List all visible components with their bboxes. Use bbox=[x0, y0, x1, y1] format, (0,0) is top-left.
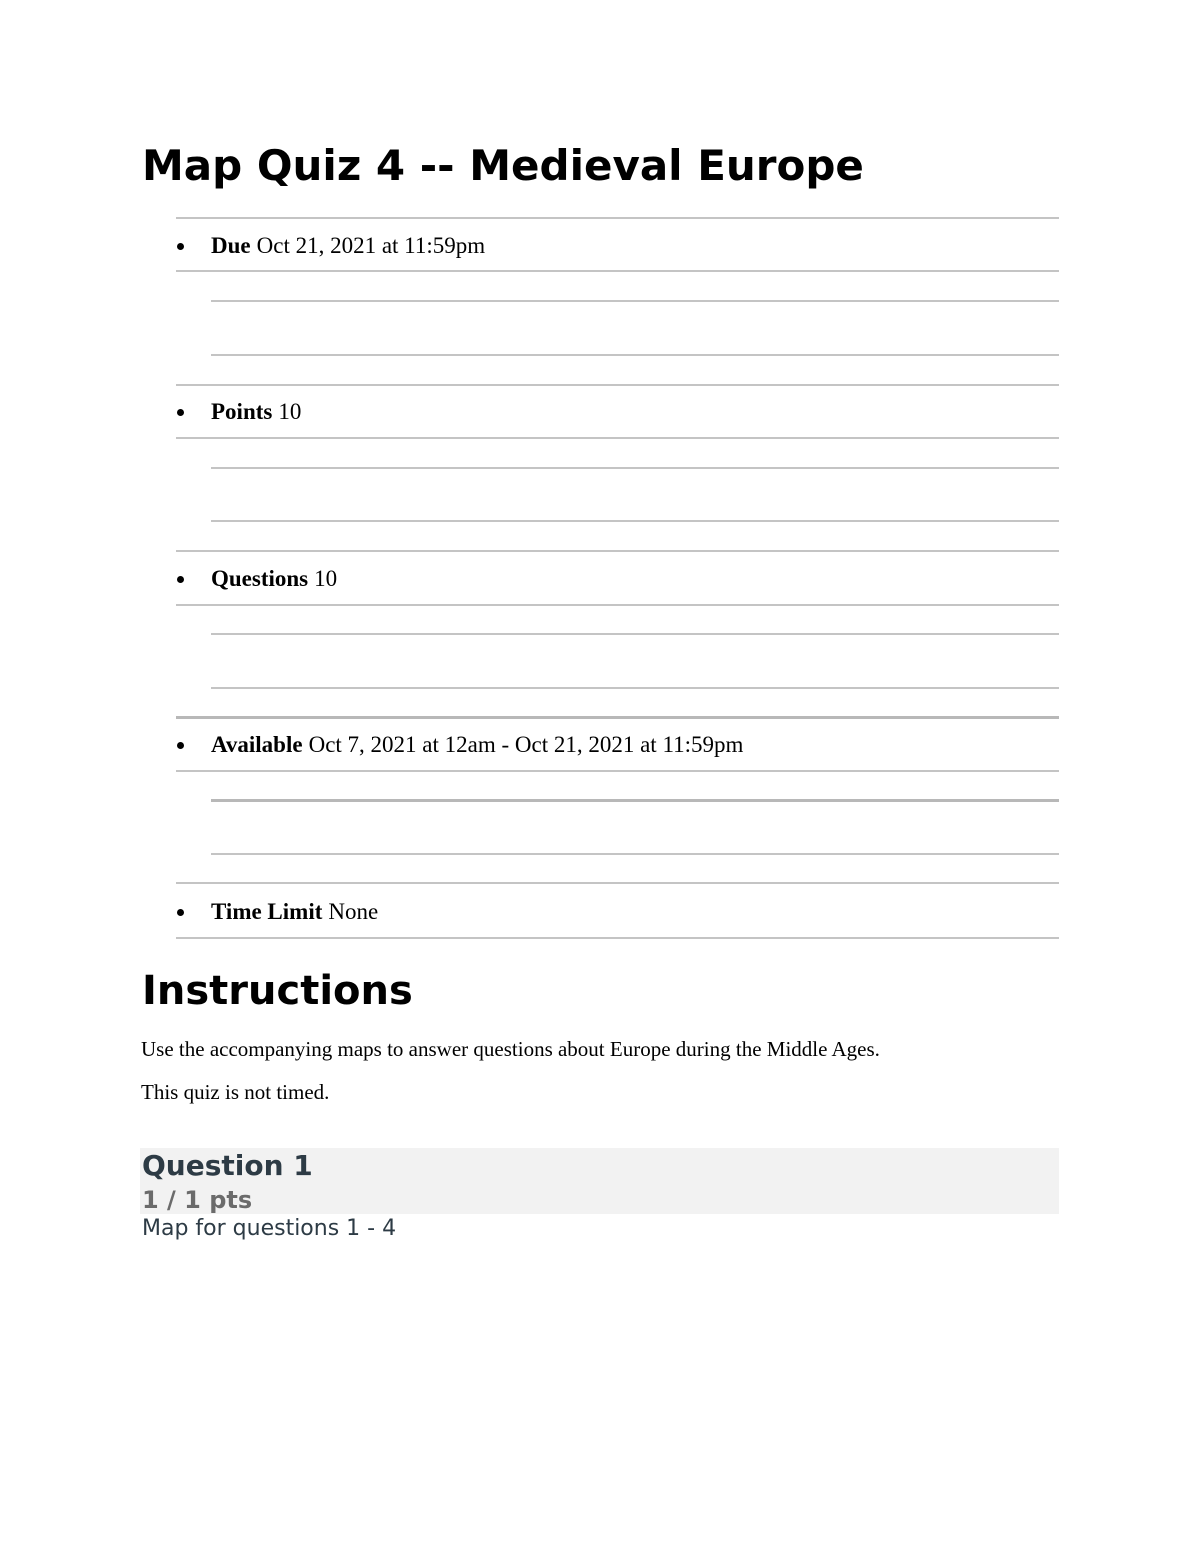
divider bbox=[211, 520, 1059, 522]
detail-due bbox=[176, 231, 1059, 261]
detail-label: Questions bbox=[211, 566, 309, 591]
divider bbox=[211, 354, 1059, 356]
divider bbox=[211, 633, 1059, 635]
divider bbox=[176, 770, 1059, 772]
detail-label: Due bbox=[211, 233, 251, 258]
divider bbox=[211, 687, 1059, 689]
detail-value: Oct 21, 2021 at 11:59pm bbox=[256, 233, 486, 258]
detail-points bbox=[176, 397, 1059, 427]
question-text: Map for questions 1 - 4 bbox=[142, 1216, 397, 1241]
detail-questions bbox=[176, 564, 1059, 594]
divider bbox=[176, 882, 1059, 884]
question-points: 1 / 1 pts bbox=[142, 1186, 253, 1214]
divider bbox=[211, 799, 1059, 802]
divider bbox=[176, 437, 1059, 439]
bullet-icon bbox=[177, 909, 184, 916]
instructions-paragraph: This quiz is not timed. bbox=[141, 1080, 330, 1104]
divider bbox=[211, 467, 1059, 469]
detail-value: 10 bbox=[314, 566, 338, 591]
divider bbox=[176, 270, 1059, 272]
divider bbox=[176, 550, 1059, 552]
divider bbox=[176, 217, 1059, 219]
detail-label: Available bbox=[211, 732, 303, 757]
divider bbox=[176, 384, 1059, 386]
question-title: Question 1 bbox=[142, 1149, 313, 1182]
bullet-icon bbox=[177, 742, 184, 749]
bullet-icon bbox=[177, 576, 184, 583]
detail-value: None bbox=[328, 899, 379, 924]
instructions-heading: Instructions bbox=[142, 968, 413, 1014]
divider bbox=[176, 937, 1059, 939]
detail-time-limit bbox=[176, 897, 1059, 927]
divider bbox=[176, 604, 1059, 606]
page-title: Map Quiz 4 -- Medieval Europe bbox=[142, 141, 864, 190]
divider bbox=[211, 300, 1059, 302]
detail-label: Points bbox=[211, 399, 273, 424]
instructions-paragraph: Use the accompanying maps to answer questions about Europe during the Middle Ages. bbox=[141, 1037, 880, 1061]
detail-value: 10 bbox=[278, 399, 302, 424]
detail-value: Oct 7, 2021 at 12am - Oct 21, 2021 at 11:59pm bbox=[308, 732, 744, 757]
detail-available bbox=[176, 730, 1059, 760]
bullet-icon bbox=[177, 409, 184, 416]
detail-label: Time Limit bbox=[211, 899, 323, 924]
divider bbox=[176, 716, 1059, 719]
bullet-icon bbox=[177, 243, 184, 250]
divider bbox=[211, 853, 1059, 855]
